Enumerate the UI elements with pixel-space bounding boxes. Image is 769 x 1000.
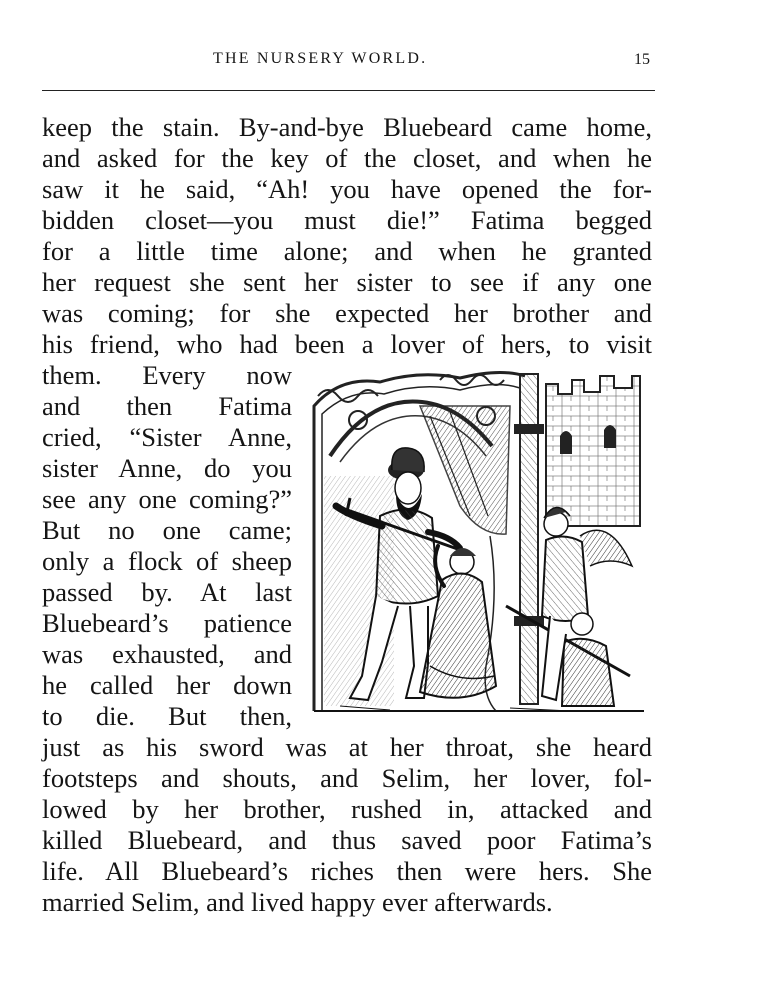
- header-rule: [42, 90, 655, 91]
- text-line: bidden closet—you must die!” Fatima begged: [42, 205, 652, 235]
- engraving-bluebeard-illustration-icon: [310, 366, 648, 716]
- text-line: But no one came;: [42, 515, 292, 545]
- text-line: cried, “Sister Anne,: [42, 422, 292, 452]
- page-number: 15: [634, 51, 650, 68]
- engraving-illustration: [310, 366, 648, 716]
- running-head: [0, 50, 769, 72]
- text-line: only a flock of sheep: [42, 546, 292, 576]
- text-line: Bluebeard’s patience: [42, 608, 292, 638]
- text-line: passed by. At last: [42, 577, 292, 607]
- text-line: killed Bluebeard, and thus saved poor Fatima’s: [42, 825, 652, 855]
- text-line: married Selim, and lived happy ever afterwards.: [42, 887, 553, 917]
- text-line: life. All Bluebeard’s riches then were hers. She: [42, 856, 652, 886]
- text-line: them. Every now: [42, 360, 292, 390]
- running-head-title: THE NURSERY WORLD.: [213, 50, 428, 67]
- text-line: saw it he said, “Ah! you have opened the for-: [42, 174, 652, 204]
- text-line: he called her down: [42, 670, 292, 700]
- text-line: was exhausted, and: [42, 639, 292, 669]
- text-line: lowed by her brother, rushed in, attacked and: [42, 794, 652, 824]
- text-line: for a little time alone; and when he granted: [42, 236, 652, 266]
- text-line: and asked for the key of the closet, and when he: [42, 143, 652, 173]
- text-line: see any one coming?”: [42, 484, 292, 514]
- text-line: her request she sent her sister to see if any one: [42, 267, 652, 297]
- text-line: and then Fatima: [42, 391, 292, 421]
- text-line: just as his sword was at her throat, she heard: [42, 732, 652, 762]
- text-line: sister Anne, do you: [42, 453, 292, 483]
- text-line: was coming; for she expected her brother and: [42, 298, 652, 328]
- text-line: footsteps and shouts, and Selim, her lover, fol-: [42, 763, 652, 793]
- text-line: his friend, who had been a lover of hers, to visit: [42, 329, 652, 359]
- text-line: to die. But then,: [42, 701, 292, 731]
- text-line: keep the stain. By-and-bye Bluebeard came home,: [42, 112, 652, 142]
